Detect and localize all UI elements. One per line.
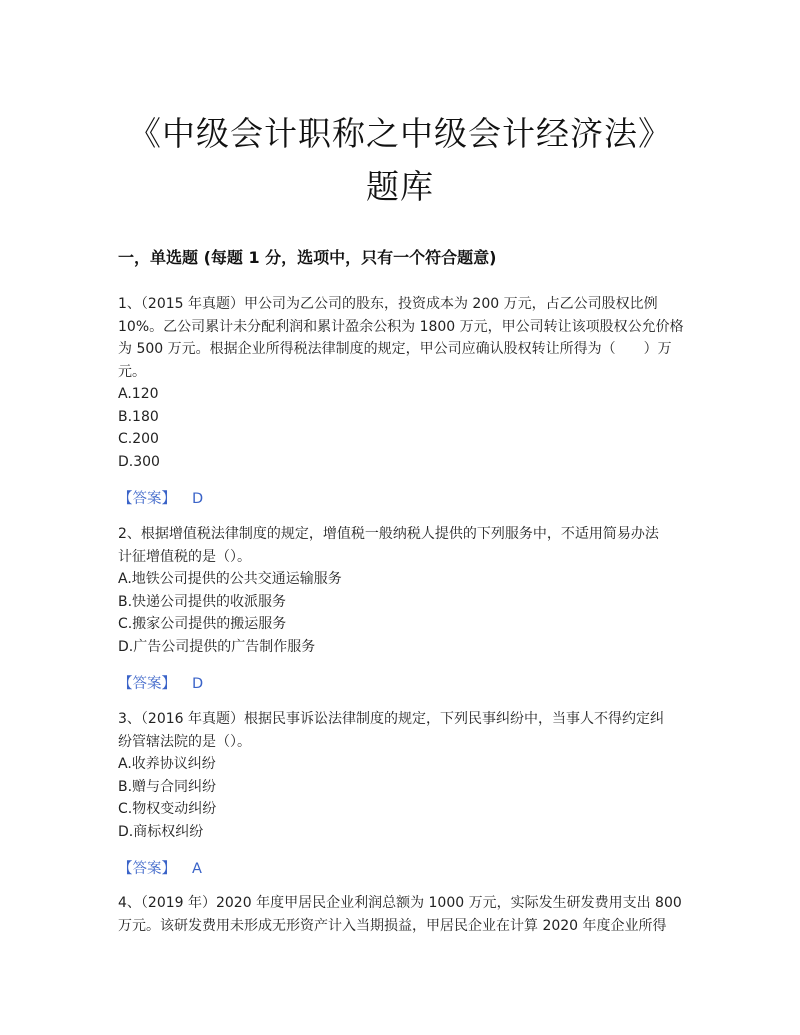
question-stem-line: 为 500 万元。根据企业所得税法律制度的规定，甲公司应确认股权转让所得为（ ）万 bbox=[118, 341, 672, 357]
answer-value: A bbox=[192, 861, 202, 877]
question-3 bbox=[118, 708, 688, 843]
question-stem-line: 3、（2016 年真题）根据民事诉讼法律制度的规定，下列民事纠纷中，当事人不得约定纠 bbox=[118, 711, 664, 727]
answer-value: D bbox=[192, 676, 204, 692]
option-b: B.180 bbox=[118, 408, 159, 425]
question-stem-line: 纷管辖法院的是（）。 bbox=[118, 733, 251, 750]
question-stem-line: 2、根据增值税法律制度的规定，增值税一般纳税人提供的下列服务中，不适用简易办法 bbox=[118, 526, 659, 542]
answer-1 bbox=[118, 487, 203, 508]
option-c: C.搬家公司提供的搬运服务 bbox=[118, 616, 287, 632]
answer-label: 【答案】 bbox=[118, 676, 176, 692]
question-stem-line: 4、（2019 年）2020 年度甲居民企业利润总额为 1000 万元，实际发生研发费用支出 800 bbox=[118, 895, 682, 911]
answer-label: 【答案】 bbox=[118, 861, 176, 877]
option-b: B.快递公司提供的收派服务 bbox=[118, 593, 287, 610]
question-stem-line: 计征增值税的是（）。 bbox=[118, 548, 251, 565]
document-subtitle: 题库 bbox=[366, 167, 434, 206]
question-4 bbox=[118, 892, 688, 937]
option-d: D.商标权纠纷 bbox=[118, 823, 204, 840]
question-stem-line: 万元。该研发费用未形成无形资产计入当期损益，甲居民企业在计算 2020 年度企业所得 bbox=[118, 917, 667, 934]
question-2 bbox=[118, 523, 688, 658]
answer-2 bbox=[118, 672, 203, 693]
option-d: D.300 bbox=[118, 453, 160, 470]
option-a: A.收养协议纠纷 bbox=[118, 756, 216, 772]
option-a: A.地铁公司提供的公共交通运输服务 bbox=[118, 571, 342, 587]
option-c: C.200 bbox=[118, 431, 159, 447]
document-title: 《中级会计职称之中级会计经济法》 bbox=[128, 114, 672, 153]
option-c: C.物权变动纠纷 bbox=[118, 801, 217, 817]
option-a: A.120 bbox=[118, 386, 159, 402]
option-d: D.广告公司提供的广告制作服务 bbox=[118, 638, 316, 655]
question-stem-line: 10%。乙公司累计未分配利润和累计盈余公积为 1800 万元，甲公司转让该项股权公允价格 bbox=[118, 318, 684, 335]
answer-value: D bbox=[192, 491, 204, 507]
option-b: B.赠与合同纠纷 bbox=[118, 778, 217, 795]
answer-3 bbox=[118, 857, 202, 878]
answer-label: 【答案】 bbox=[118, 491, 176, 507]
question-1 bbox=[118, 293, 688, 473]
question-stem-line: 1、（2015 年真题）甲公司为乙公司的股东，投资成本为 200 万元，占乙公司股权比例 bbox=[118, 296, 658, 312]
question-stem-line: 元。 bbox=[118, 363, 146, 380]
section-heading: 一，单选题 (每题 1 分，选项中，只有一个符合题意) bbox=[118, 248, 497, 267]
